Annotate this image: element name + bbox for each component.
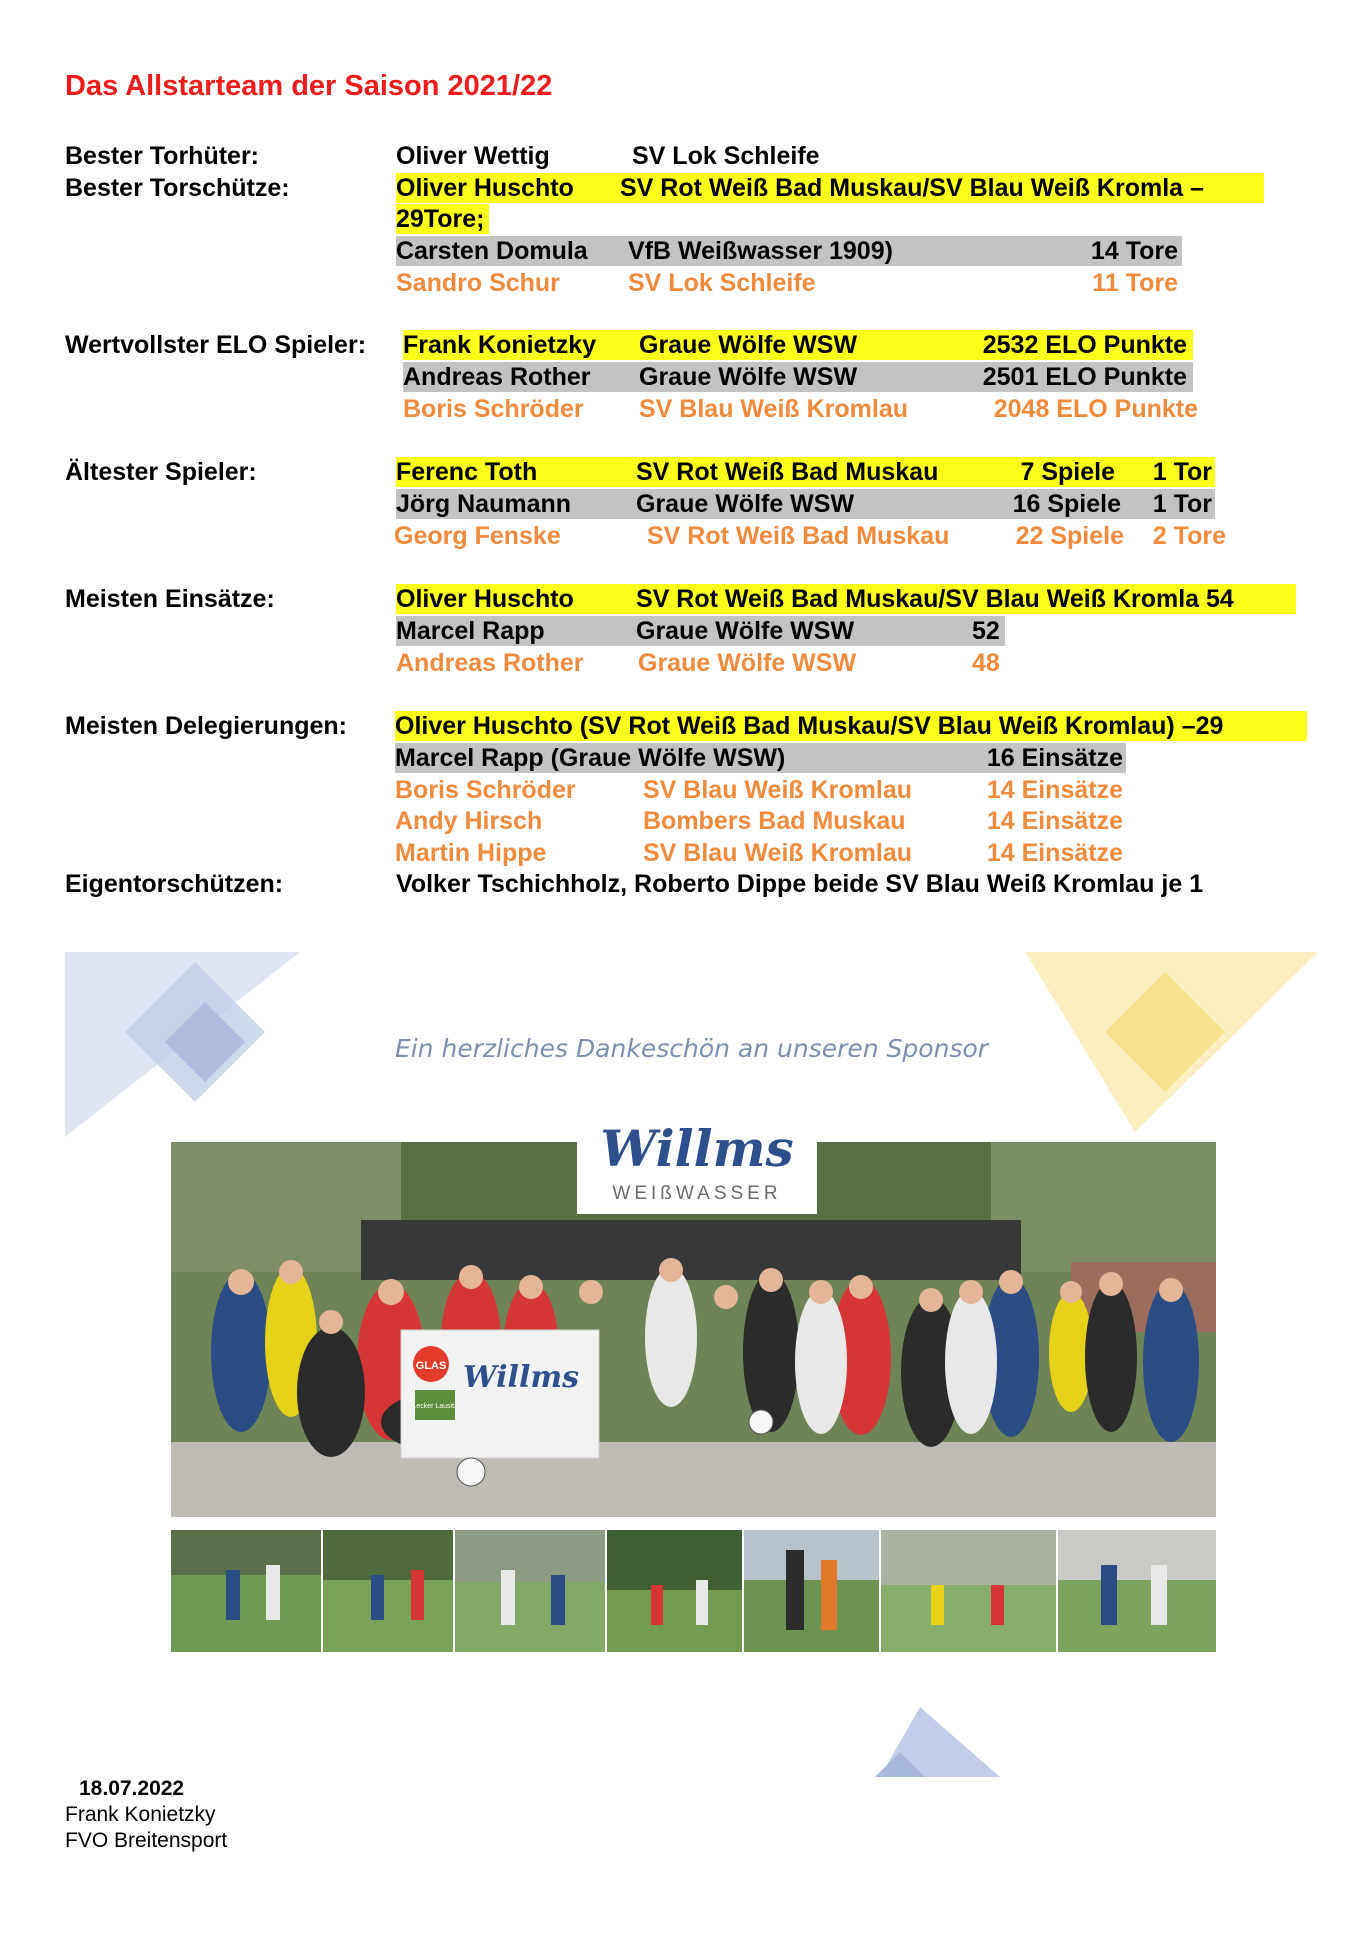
player-name: Frank Konietzky [403, 331, 597, 359]
banner-sign-willms: Willms [463, 1360, 579, 1395]
club-name: Graue Wölfe WSW [639, 363, 858, 391]
club-name: SV Blau Weiß Kromlau [643, 776, 913, 804]
elo-row-3 [403, 394, 1198, 424]
delegations-row-2 [395, 743, 1126, 773]
player-name: Oliver Huschto [396, 585, 574, 613]
delegation-text: Oliver Huschto (SV Rot Weiß Bad Muskau/SV Blau Weiß Kromlau) –29 [395, 712, 1224, 740]
goalkeeper-row [396, 141, 996, 171]
oldest-row-1 [396, 457, 1215, 487]
goals-count: 1 Tor [1152, 458, 1212, 486]
delegations-row-1 [395, 711, 1307, 741]
strip-photo-5 [744, 1530, 879, 1652]
club-name: Graue Wölfe WSW [638, 649, 857, 677]
goal-count: 14 Tore [1090, 237, 1178, 265]
category-elo: Wertvollster ELO Spieler: [65, 331, 367, 359]
category-owngoals: Eigentorschützen: [65, 870, 284, 898]
strip-photo-2 [323, 1530, 453, 1652]
delegations-row-4 [395, 806, 1126, 836]
signature-org: FVO Breitensport [65, 1829, 228, 1852]
goal-count: 11 Tore [1092, 269, 1178, 297]
player-name: Boris Schröder [395, 776, 576, 804]
games-count: 7 Spiele [1020, 458, 1115, 486]
signature-block [65, 1776, 227, 1854]
player-name: Martin Hippe [395, 839, 547, 867]
goals-count: 2 Tore [1152, 522, 1226, 550]
elo-points: 2501 ELO Punkte [982, 363, 1187, 391]
club-name: Graue Wölfe WSW [639, 331, 858, 359]
logo-subtext: WEIßWASSER [612, 1183, 782, 1204]
category-appearances: Meisten Einsätze: [65, 585, 275, 613]
strip-photo-3 [455, 1530, 605, 1652]
delegations-row-3 [395, 775, 1126, 805]
category-oldest: Ältester Spieler: [65, 458, 257, 486]
signature-name: Frank Konietzky [65, 1803, 216, 1826]
scorer-row-2 [396, 236, 1182, 266]
appearance-count: 48 [972, 649, 1000, 677]
club-name: Graue Wölfe WSW [636, 617, 855, 645]
player-name: Andreas Rother [396, 649, 584, 677]
strip-photo-6 [881, 1530, 1056, 1652]
elo-points: 2048 ELO Punkte [993, 395, 1198, 423]
match-photo-strip [171, 1530, 1216, 1652]
elo-row-2 [403, 362, 1193, 392]
scorer-row-3 [396, 268, 1182, 298]
strip-photo-1 [171, 1530, 321, 1652]
player-name: Andreas Rother [403, 363, 591, 391]
strip-photo-4 [607, 1530, 742, 1652]
player-name: Carsten Domula [396, 237, 588, 265]
appearance-count: 52 [972, 617, 1000, 645]
club-name: SV Blau Weiß Kromlau [643, 839, 913, 867]
club-name: SV Rot Weiß Bad Muskau [647, 522, 950, 550]
club-name: VfB Weißwasser 1909) [628, 237, 893, 265]
goals-count: 1 Tor [1152, 490, 1212, 518]
owngoals-row [396, 869, 1296, 899]
appearances-row-2 [396, 616, 1005, 646]
player-name: Georg Fenske [394, 522, 561, 550]
delegation-count: 14 Einsätze [986, 807, 1123, 835]
scorer-row-1 [396, 173, 1264, 203]
player-name: Marcel Rapp [396, 617, 545, 645]
delegation-count: 14 Einsätze [986, 776, 1123, 804]
club-name: Graue Wölfe WSW [636, 490, 855, 518]
sponsor-banner [65, 952, 1318, 1777]
elo-row-1 [403, 330, 1193, 360]
owngoals-text: Volker Tschichholz, Roberto Dippe beide SV Blau Weiß Kromlau je 1 [396, 870, 1204, 898]
player-name: Andy Hirsch [395, 807, 543, 835]
signature-date: 18.07.2022 [79, 1777, 185, 1800]
oldest-row-3 [394, 521, 1226, 551]
club-name: SV Lok Schleife [632, 142, 820, 170]
player-name: Oliver Huschto [396, 174, 574, 202]
club-name: SV Rot Weiß Bad Muskau/SV Blau Weiß Kromla – [620, 174, 1204, 202]
category-delegations: Meisten Delegierungen: [65, 712, 347, 740]
appearances-row-1 [396, 584, 1296, 614]
strip-photo-7 [1058, 1530, 1216, 1652]
delegation-text: Marcel Rapp (Graue Wölfe WSW) [395, 744, 786, 772]
logo-text: Willms [600, 1119, 794, 1178]
games-count: 22 Spiele [1015, 522, 1124, 550]
player-name: Jörg Naumann [396, 490, 572, 518]
delegations-row-5 [395, 838, 1126, 868]
appearances-row-3 [396, 648, 1005, 678]
player-name: Sandro Schur [396, 269, 560, 297]
sponsor-logo [577, 1104, 817, 1214]
oldest-row-2 [396, 489, 1215, 519]
scorer-goals: 29Tore; [396, 205, 485, 233]
player-name: Ferenc Toth [396, 458, 538, 486]
sponsor-thanks: Ein herzliches Dankeschön an unseren Sponsor [394, 1034, 989, 1063]
club-name: SV Rot Weiß Bad Muskau/SV Blau Weiß Kromla 54 [636, 585, 1234, 613]
scorer-row-1-cont [396, 204, 489, 234]
delegation-count: 16 Einsätze [986, 744, 1123, 772]
club-name: Bombers Bad Muskau [643, 807, 906, 835]
club-name: SV Lok Schleife [628, 269, 816, 297]
elo-points: 2532 ELO Punkte [982, 331, 1187, 359]
club-name: SV Blau Weiß Kromlau [639, 395, 909, 423]
games-count: 16 Spiele [1012, 490, 1121, 518]
document-title: Das Allstarteam der Saison 2021/22 [65, 70, 553, 102]
category-goalkeeper: Bester Torhüter: [65, 142, 260, 170]
delegation-count: 14 Einsätze [986, 839, 1123, 867]
club-name: SV Rot Weiß Bad Muskau [636, 458, 939, 486]
category-scorer: Bester Torschütze: [65, 174, 290, 202]
player-name: Oliver Wettig [396, 142, 550, 170]
banner-sign-lecker: Lecker Lausitz [412, 1403, 458, 1410]
player-name: Boris Schröder [403, 395, 584, 423]
banner-sign-glas: GLAS [415, 1360, 447, 1372]
